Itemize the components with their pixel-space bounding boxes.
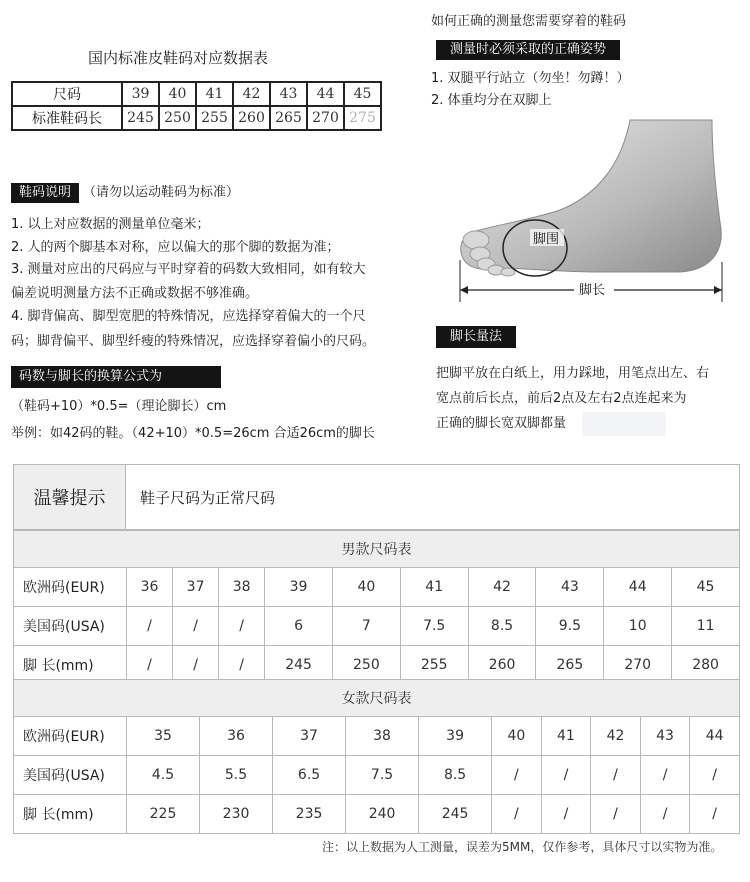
notes-label: 鞋码说明 <box>11 183 79 203</box>
size-cell: 5.5 <box>200 756 273 795</box>
size-cell: 43 <box>536 568 604 607</box>
size-cell: / <box>640 795 690 834</box>
size-cell: 4.5 <box>127 756 200 795</box>
size-cell: 250 <box>332 646 400 685</box>
size-cell: / <box>127 646 173 685</box>
size-cell: 36 <box>127 568 173 607</box>
size-cell: 260 <box>468 646 536 685</box>
size-cell: 11 <box>672 607 740 646</box>
size-table-row <box>14 607 740 646</box>
size-cell: 44 <box>604 568 672 607</box>
size-cell: 245 <box>419 795 492 834</box>
length-cell: 245 <box>122 106 159 130</box>
size-table-row <box>14 795 740 834</box>
row-label: 欧洲码(EUR) <box>14 568 127 607</box>
size-cell: 235 <box>273 795 346 834</box>
length-cell: 260 <box>233 106 270 130</box>
size-cell: 245 <box>265 646 333 685</box>
size-cell: / <box>640 756 690 795</box>
size-cell: 35 <box>127 717 200 756</box>
length-row-label: 标准鞋码长 <box>12 106 122 130</box>
size-cell: / <box>541 756 591 795</box>
tip-box <box>13 464 740 530</box>
size-cell: 38 <box>346 717 419 756</box>
row-label: 脚 长(mm) <box>14 795 127 834</box>
formula-example: 举例：如42码的鞋。（42+10）*0.5=26cm 合适26cm的脚长 <box>11 426 375 441</box>
size-cell: 8.5 <box>468 607 536 646</box>
women-table-title: 女款尺码表 <box>14 680 740 717</box>
size-cell: 9.5 <box>536 607 604 646</box>
length-cell: 250 <box>159 106 196 130</box>
size-cell: 6 <box>265 607 333 646</box>
size-cell: / <box>690 795 740 834</box>
method-label: 脚长量法 <box>436 326 516 348</box>
size-cell: 43 <box>640 717 690 756</box>
size-cell: 43 <box>270 82 307 106</box>
formula-label: 码数与脚长的换算公式为 <box>11 366 221 388</box>
size-row-label: 尺码 <box>12 82 122 106</box>
size-cell: 38 <box>219 568 265 607</box>
size-cell: / <box>492 756 542 795</box>
size-cell: 240 <box>346 795 419 834</box>
size-cell: 42 <box>591 717 641 756</box>
size-cell: 10 <box>604 607 672 646</box>
method-line: 宽点前后长点，前后2点及左右2点连起来为 <box>436 391 687 406</box>
size-cell: 44 <box>690 717 740 756</box>
posture-step-1: 1. 双腿平行站立（勿坐！勿蹲！） <box>431 71 630 86</box>
size-cell: / <box>127 607 173 646</box>
size-cell: 40 <box>492 717 542 756</box>
size-cell: 44 <box>307 82 344 106</box>
size-cell: 40 <box>159 82 196 106</box>
size-cell: 37 <box>273 717 346 756</box>
size-cell: / <box>591 756 641 795</box>
row-label: 欧洲码(EUR) <box>14 717 127 756</box>
size-cell: 39 <box>419 717 492 756</box>
foot-illustration <box>450 112 730 307</box>
notes-line: 1. 以上对应数据的测量单位毫米； <box>11 217 210 232</box>
notes-label-remark: （请勿以运动鞋码为标准） <box>83 185 240 200</box>
women-title-row <box>14 680 740 717</box>
size-cell: 7 <box>332 607 400 646</box>
men-size-table <box>13 530 740 685</box>
method-highlight <box>582 412 666 436</box>
row-label: 美国码(USA) <box>14 756 127 795</box>
size-table-row <box>14 756 740 795</box>
size-cell: / <box>591 795 641 834</box>
domestic-size-table <box>11 81 382 131</box>
men-title-row <box>14 531 740 568</box>
size-cell: / <box>492 795 542 834</box>
size-cell: 8.5 <box>419 756 492 795</box>
notes-line: 偏差说明测量方法不正确或数据不够准确。 <box>11 286 259 301</box>
size-cell: 41 <box>400 568 468 607</box>
foot-girth-label: 脚围 <box>533 232 560 247</box>
length-cell: 255 <box>196 106 233 130</box>
size-cell: 7.5 <box>400 607 468 646</box>
men-table-title: 男款尺码表 <box>14 531 740 568</box>
size-cell: 42 <box>233 82 270 106</box>
size-cell: / <box>173 646 219 685</box>
size-cell: / <box>690 756 740 795</box>
footnote: 注：以上数据为人工测量，误差为5MM，仅作参考，具体尺寸以实物为准。 <box>322 840 723 854</box>
method-line: 把脚平放在白纸上，用力踩地，用笔点出左、右 <box>436 366 710 381</box>
size-cell: 265 <box>536 646 604 685</box>
size-cell: / <box>219 646 265 685</box>
size-cell: 255 <box>400 646 468 685</box>
toe <box>463 231 489 249</box>
size-cell: 270 <box>604 646 672 685</box>
domestic-table-title: 国内标准皮鞋码对应数据表 <box>88 49 269 67</box>
size-cell: 230 <box>200 795 273 834</box>
row-label: 脚 长(mm) <box>14 646 127 685</box>
size-cell: 280 <box>672 646 740 685</box>
length-cell: 270 <box>307 106 344 130</box>
size-cell: 42 <box>468 568 536 607</box>
measure-heading: 如何正确的测量您需要穿着的鞋码 <box>431 14 627 29</box>
size-cell: 45 <box>672 568 740 607</box>
foot-shape <box>461 120 722 272</box>
size-cell: 41 <box>196 82 233 106</box>
size-cell: / <box>541 795 591 834</box>
notes-line: 2. 人的两个脚基本对称，应以偏大的那个脚的数据为准； <box>11 240 340 255</box>
formula-line: （鞋码+10）*0.5=（理论脚长）cm <box>11 399 227 414</box>
size-cell: 39 <box>265 568 333 607</box>
notes-line: 3. 测量对应出的尺码应与平时穿着的码数大致相同，如有较大 <box>11 262 366 277</box>
size-cell: / <box>219 607 265 646</box>
tip-label: 温馨提示 <box>14 465 126 529</box>
tip-text: 鞋子尺码为正常尺码 <box>140 488 276 507</box>
size-table-row <box>14 717 740 756</box>
size-cell: 39 <box>122 82 159 106</box>
length-cell: 265 <box>270 106 307 130</box>
posture-step-2: 2. 体重均分在双脚上 <box>431 93 552 108</box>
foot-length-label: 脚长 <box>579 283 606 298</box>
women-size-table <box>13 679 740 834</box>
size-row <box>12 82 381 106</box>
notes-line: 4. 脚背偏高、脚型宽肥的特殊情况，应选择穿着偏大的一个尺 <box>11 309 366 324</box>
notes-line: 码；脚背偏平、脚型纤瘦的特殊情况，应选择穿着偏小的尺码。 <box>11 334 376 349</box>
row-label: 美国码(USA) <box>14 607 127 646</box>
size-cell: 225 <box>127 795 200 834</box>
size-cell: 45 <box>344 82 381 106</box>
length-row <box>12 106 381 130</box>
size-cell: 36 <box>200 717 273 756</box>
length-cell: 275 <box>344 106 381 130</box>
size-table-row <box>14 568 740 607</box>
method-line: 正确的脚长宽双脚都量 <box>436 416 567 431</box>
size-cell: / <box>173 607 219 646</box>
size-cell: 7.5 <box>346 756 419 795</box>
size-cell: 41 <box>541 717 591 756</box>
posture-label: 测量时必须采取的正确姿势 <box>436 40 620 60</box>
size-cell: 6.5 <box>273 756 346 795</box>
size-cell: 37 <box>173 568 219 607</box>
size-cell: 40 <box>332 568 400 607</box>
